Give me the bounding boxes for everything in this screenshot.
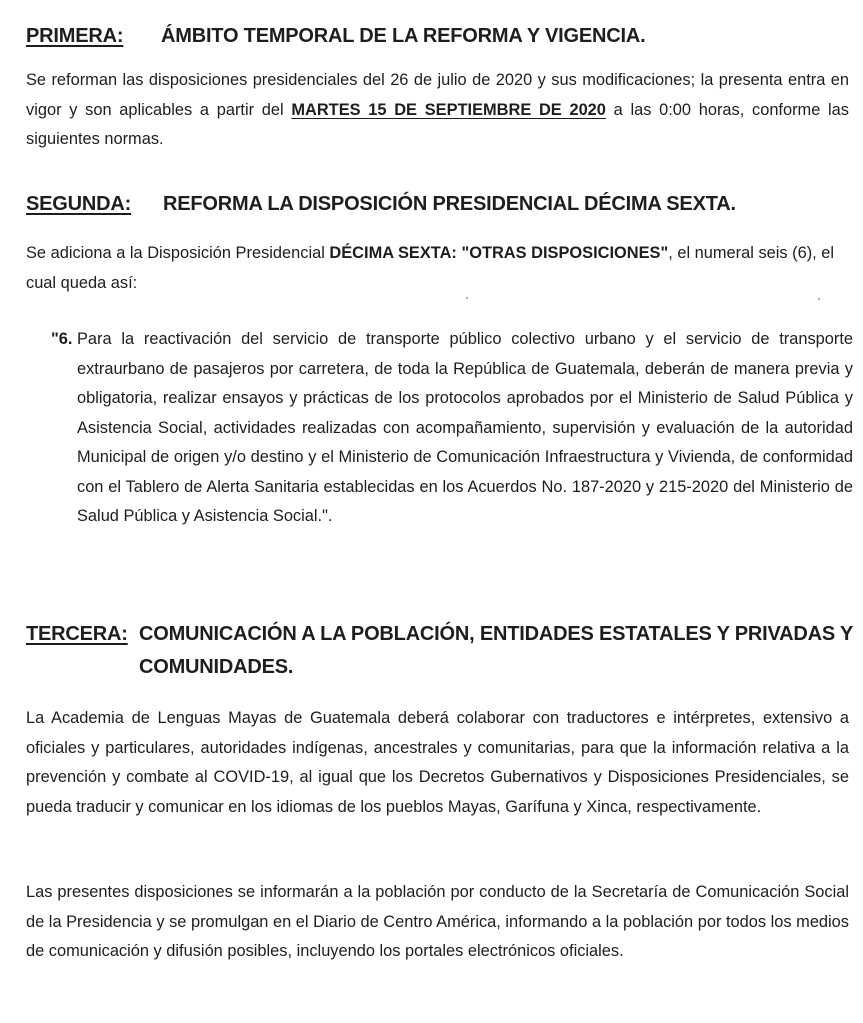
segunda-text-before: Se adiciona a la Disposición Presidencial bbox=[26, 244, 330, 262]
quote-text: Para la reactivación del servicio de transporte público colectivo urbano y el servicio de transporte extraurbano de pasajeros por carretera, de toda la República de Guatemala, deberán de manera previa y obligatoria, realizar ensayos y prácticas de los protocolos aprobados por el Ministerio de Salud Pública y Asistencia Social, actividades realizadas con acompañamiento, supervisión y evaluación de la autoridad Municipal de origen y/o destino y el Ministerio de Comunicación Infraestructura y Vivienda, de conformidad con el Tablero de Alerta Sanitaria establecidas en los Acuerdos No. 187-2020 y 215-2020 del Ministerio de Salud Pública y Asistencia Social.". bbox=[77, 330, 853, 525]
section-title-segunda: REFORMA LA DISPOSICIÓN PRESIDENCIAL DÉCIMA SEXTA. bbox=[163, 193, 736, 215]
quote-lead: "6. bbox=[51, 330, 73, 348]
section-title-primera: ÁMBITO TEMPORAL DE LA REFORMA Y VIGENCIA. bbox=[161, 25, 646, 47]
section-body-primera bbox=[26, 66, 849, 155]
section-heading-segunda bbox=[26, 188, 736, 220]
segunda-text-after: , el numeral seis (6), el cual queda así: bbox=[26, 244, 835, 292]
primera-text-before: Se reforman las disposiciones presidenciales del 26 de julio de 2020 y sus modificaciones; la presenta entra en vigor y son aplicables a partir del bbox=[26, 71, 849, 119]
scan-speck bbox=[466, 297, 468, 299]
section-key-primera: PRIMERA: bbox=[26, 25, 124, 47]
quoted-numeral-six bbox=[51, 325, 853, 532]
section-key-tercera: TERCERA: bbox=[26, 623, 128, 645]
scan-speck bbox=[818, 298, 820, 300]
primera-text-after: a las 0:00 horas, conforme las siguientes normas. bbox=[26, 100, 849, 148]
section-key-segunda: SEGUNDA: bbox=[26, 193, 132, 215]
section-heading-tercera bbox=[26, 618, 861, 684]
section-heading-primera bbox=[26, 20, 645, 52]
section-body-tercera-2: Las presentes disposiciones se informarán a la población por conducto de la Secretaría de Comunicación Social de la Presidencia y se promulgan en el Diario de Centro América, informando a la población por todos los medios de comunicación y difusión posibles, incluyendo los portales electrónicos oficiales. bbox=[26, 883, 849, 960]
section-body-tercera-1: La Academia de Lenguas Mayas de Guatemala deberá colaborar con traductores e intérpretes, extensivo a oficiales y particulares, autoridades indígenas, ancestrales y comunitarias, para que la información relativa a la prevención y combate al COVID-19, al igual que los Decretos Gubernativos y Disposiciones Presidenciales, se pueda traducir y comunicar en los idiomas de los pueblos Mayas, Garífuna y Xinca, respectivamente. bbox=[26, 709, 849, 816]
section-body-segunda bbox=[26, 239, 849, 298]
effective-date: MARTES 15 DE SEPTIEMBRE DE 2020 bbox=[291, 100, 606, 119]
segunda-emphasis: DÉCIMA SEXTA: "OTRAS DISPOSICIONES" bbox=[329, 244, 669, 262]
section-title-tercera: COMUNICACIÓN A LA POBLACIÓN, ENTIDADES ESTATALES Y PRIVADAS Y COMUNIDADES. bbox=[139, 623, 853, 678]
